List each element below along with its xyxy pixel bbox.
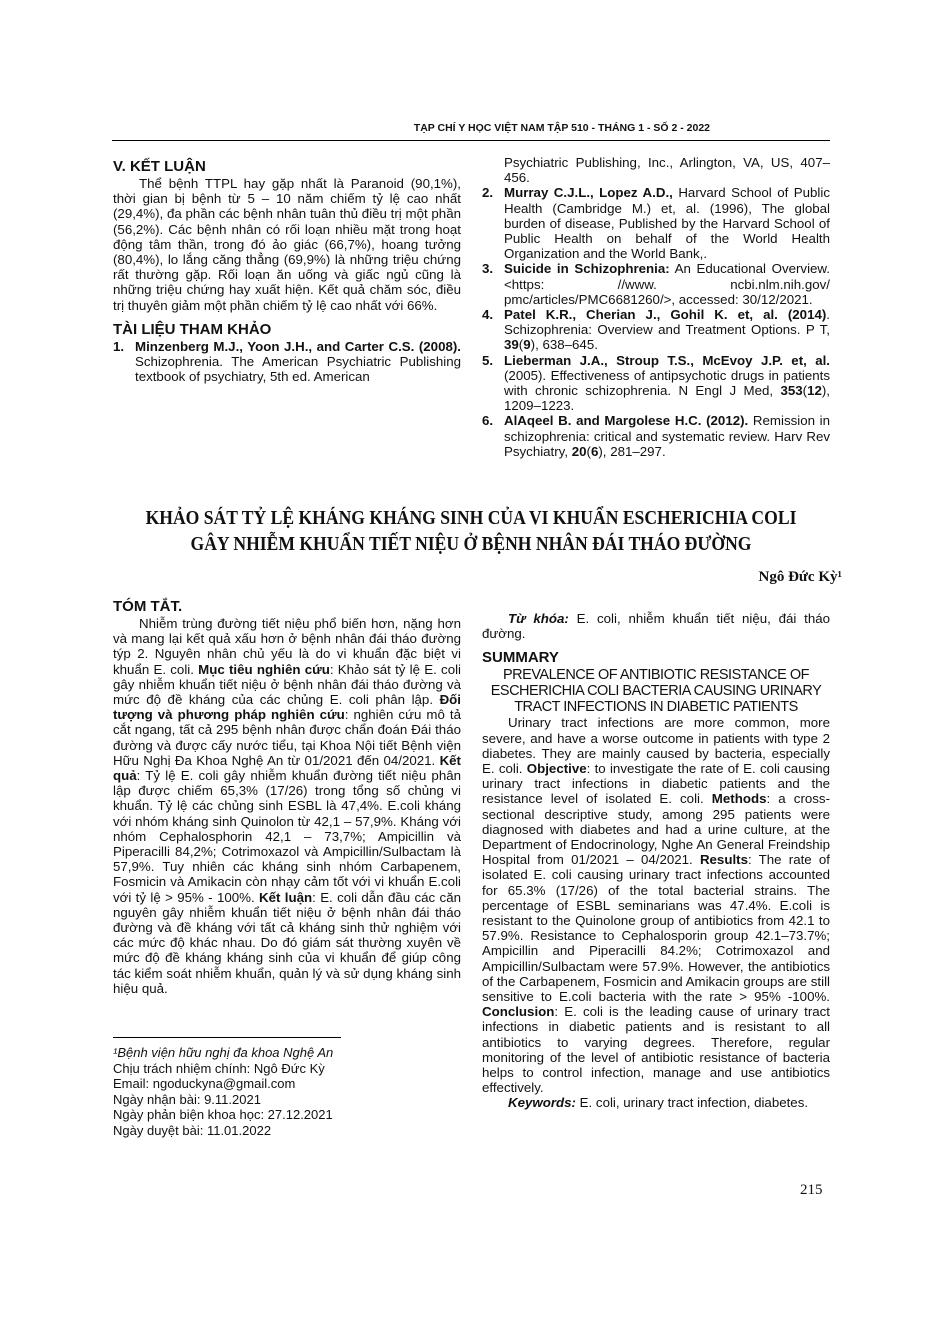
references-heading: TÀI LIỆU THAM KHẢO [113, 320, 272, 338]
bold-text: Đối tượng và phương pháp nghiên cứu [113, 692, 461, 723]
reference-item [482, 261, 830, 307]
reference-item [113, 339, 461, 385]
text-segment: ( [586, 443, 591, 459]
affiliation: ¹Bệnh viện hữu nghị đa khoa Nghệ An [113, 1045, 334, 1060]
text-segment: : nghiên cứu mô tả cắt ngang, tất cả 295 bệnh nhân được chẩn đoán Đái tháo đường và được cấy nước tiểu, tại Khoa Nội tiết Bệnh viện Hữu Nghị Đa Khoa Nghệ An từ 01/2021 đến 04/2021. [113, 707, 461, 768]
summary-heading: SUMMARY [482, 649, 559, 667]
bold-text: Minzenberg M.J., Yoon J.H., and Carter C.S. (2008). [135, 338, 461, 354]
text-segment: : E. coli dẫn đầu các căn nguyên gây nhiễm khuẩn tiết niệu ở bệnh nhân đái tháo đường và đề kháng với tất cả kháng sinh thử nghiệm với các mức độ khác nhau. Do đó giám sát thường xuyên về mức độ đề kháng kháng sinh của vi khuẩn để giúp công tác kiểm soát nhiễm khuẩn, quản lý và sử dụng kháng sinh hiệu quả. [113, 889, 461, 996]
text-segment: ( [518, 337, 524, 353]
reference-number: 5. [482, 352, 494, 368]
text-segment: Remission in schizophrenia: critical and systematic review. Harv Rev Psychiatry, [504, 413, 830, 459]
abstract-section [113, 598, 461, 996]
bold-text: Mục tiêu nghiên cứu [198, 661, 330, 677]
text-segment: Nhiễm trùng đường tiết niệu phổ biến hơn, nặng hơn và mang lại kết quả xấu hơn ở bệnh nhân đái tháo đường týp 2. Nguyên nhân chủ yếu là do vi khuẩn đặc biệt vi khuẩn E. coli. [113, 616, 461, 677]
article-title: KHẢO SÁT TỶ LỆ KHÁNG KHÁNG SINH CỦA VI KHUẨN ESCHERICHIA COLI GÂY NHIỄM KHUẨN TIẾT NIỆU Ở BỆNH NHÂN ĐÁI THÁO ĐƯỜNG [145, 507, 797, 555]
text-segment: (2005). Effectiveness of antipsychotic drugs in patients with chronic schizophrenia. N Engl J Med, [504, 367, 830, 399]
reference-item [482, 353, 830, 414]
bold-text: 353 [780, 383, 803, 399]
text-segment: ), 1209–1223. [504, 383, 830, 414]
reference-item [482, 413, 830, 459]
reference-number: 2. [482, 185, 494, 201]
reference-item [482, 155, 830, 185]
bold-text: 9 [523, 337, 531, 353]
bold-text: Kết luận [259, 889, 313, 905]
reference-number: 6. [482, 413, 494, 429]
text-segment: : Khảo sát tỷ lệ E. coli gây nhiễm khuẩn tiết niệu ở bệnh nhân đái tháo đường và mức độ đề kháng của các chủng E. coli phân lập. [113, 661, 461, 708]
english-title: PREVALENCE OF ANTIBIOTIC RESISTANCE OF ESCHERICHIA COLI BACTERIA CAUSING URINARY TRACT INFECTIONS IN DIABETIC PATIENTS [490, 667, 822, 716]
en-keywords-label: Keywords: [508, 1095, 576, 1111]
en-keywords-line [482, 1095, 830, 1110]
review-date: Ngày phản biện khoa học: 27.12.2021 [113, 1107, 333, 1122]
abstract-continued [482, 596, 830, 1111]
email: Email: ngoduckyna@gmail.com [113, 1076, 296, 1091]
text-segment: ), 281–297. [598, 443, 666, 459]
conclusion-heading: V. KẾT LUẬN [113, 158, 206, 175]
abstract-heading: TÓM TẮT. [113, 598, 183, 615]
bold-text: Patel K.R., Cherian J., Gohil K. et, al. (2014) [504, 307, 827, 323]
page-number: 215 [800, 1182, 823, 1198]
keywords-line [482, 611, 830, 641]
bold-text: 6 [590, 443, 599, 459]
text-segment: : The rate of isolated E. coli causing urinary tract infections accounted for 65.3% (17/26) of the total bacterial strains. The percentage of ESBL seminarians was 47.4%. E.coli is resistant to the Quinolone group of antibiotics from 42.1 to 57.9%. Resistance to Cephalosporin group 42.1–73.7%; Ampicillin and Piperacilli 84.2%; Cotrimoxazol and Ampicillin/Sulbactam were 57.9%. However, the antibiotics of the Carbapenem, Fosmicin and Amikacin groups are still sensitive to E.coli bacteria with the rate > 95% -100%. [482, 852, 831, 1005]
journal-header [112, 122, 830, 141]
reference-item [482, 307, 830, 353]
text-segment: An Educational Overview. <https: //www. ncbi.nlm.nih.gov/ pmc/articles/PMC6681260/>, accessed: 30/12/2021. [504, 261, 830, 307]
received-date: Ngày nhận bài: 9.11.2021 [113, 1091, 261, 1107]
bold-text: AlAqeel B. and Margolese H.C. (2012). [504, 413, 749, 429]
text-segment: : to investigate the rate of E. coli causing urinary tract infections in diabetic patients and the resistance level of isolated E. coli. [482, 761, 830, 807]
text-segment: : Tỷ lệ E. coli gây nhiễm khuẩn đường tiết niệu phân lập được chiếm 65,3% (17/26) trong tổng số chủng vi khuẩn. Tỷ lệ các chủng sinh ESBL là 47,4%. E.coli kháng với nhóm kháng sinh Quinolon từ 42,1 – 57,9%. Kháng với nhóm Cephalosphorin 42,1 – 73,7%; Ampicillin và Piperacilli 84,2%; Cotrimoxazol và Ampicillin/Sulbactam là 57,9%. Tuy nhiên các kháng sinh nhóm Carbapenem, Fosmicin và Amikacin còn nhạy cảm tốt với vi khuẩn E.coli với tỷ lệ > 95% - 100%. [113, 768, 461, 905]
conclusion-section [113, 158, 461, 384]
bold-text: Suicide in Schizophrenia: [504, 261, 670, 277]
reference-number: 3. [482, 261, 494, 277]
bold-text: 20 [571, 443, 587, 459]
summary-text [482, 715, 830, 1095]
bold-text: 39 [504, 337, 519, 353]
reference-number: 4. [482, 307, 494, 323]
text-segment: Urinary tract infections are more common, more severe, and have a worse outcome in patients with type 2 diabetes. They are mainly caused by bacteria, especially E. coli. [482, 715, 830, 777]
reference-number: 1. [113, 338, 125, 354]
text-segment: : E. coli is the leading cause of urinary tract infections in diabetic patients and is resistant to all antibiotics to varying degrees. Therefore, regular monitoring of the level of antibiotic resistance of bacteria helps to control infection, manage and use antibiotics effectively. [482, 1004, 830, 1096]
reference-item [482, 185, 830, 261]
article-author: Ngô Đức Kỳ¹ [758, 569, 842, 585]
bold-text: Objective [526, 761, 587, 777]
footnote-divider [113, 1037, 341, 1038]
text-segment: ), 638–645. [530, 337, 598, 353]
text-segment: Harvard School of Public Health (Cambridge M.) et, al. (1996), The global burden of disease, Published by the Harvard School of Public Health on behalf of the World Health Organization and the World Bank,. [504, 185, 830, 262]
bold-text: 12 [807, 383, 822, 399]
abstract-text [113, 616, 461, 996]
corresponding-author: Chịu trách nhiệm chính: Ngô Đức Kỳ [113, 1060, 325, 1076]
keywords: E. coli, nhiễm khuẩn tiết niệu, đái tháo đường. [482, 611, 831, 642]
bold-text: Results [699, 852, 748, 868]
conclusion-text: Thể bệnh TTPL hay gặp nhất là Paranoid (90,1%), thời gian bị bệnh từ 5 – 10 năm chiếm tỷ lệ cao nhất (29,4%), đa phần các bệnh nhân tuân thủ điều trị một phần (56,2%). Các bệnh nhân có rối loạn nhiều mặt trong hoạt động tâm thần, trong đó ảo giác (66,7%), hoang tưởng (80,4%), lo lắng căng thẳng (69,9%) là những triệu chứng rất thường gặp. Rối loạn ăn uống và giấc ngủ cũng là những triệu chứng hay xuất hiện. Kết quả chăm sóc, điều trị thuyên giảm một phần chiếm tỷ lệ cao nhất với 66%. [113, 176, 461, 313]
bold-text: Lieberman J.A., Stroup T.S., McEvoy J.P. et, al. [504, 352, 830, 368]
text-segment: Schizophrenia. The American Psychiatric Publishing textbook of psychiatry, 5th ed. American [135, 354, 461, 385]
footnote [113, 1045, 333, 1138]
bold-text: Conclusion [482, 1004, 555, 1020]
bold-text: Methods [711, 791, 767, 807]
text-segment: . Schizophrenia: Overview and Treatment Options. P T, [504, 307, 830, 338]
references-continued [482, 155, 830, 459]
text-segment: : a cross-sectional descriptive study, among 295 patients were diagnosed with diabetes and had a urine culture, at the Department of Endocrinology, Nghe An General Freindship Hospital from 01/2021 – 04/2021. [482, 791, 830, 868]
bold-text: Murray C.J.L., Lopez A.D., [504, 185, 673, 201]
text-segment: Psychiatric Publishing, Inc., Arlington, VA, US, 407–456. [504, 155, 830, 186]
keywords-label: Từ khóa: [508, 611, 569, 626]
text-segment: ( [802, 383, 808, 399]
journal-header-text: TẠP CHÍ Y HỌC VIỆT NAM TẬP 510 - THÁNG 1 - SỐ 2 - 2022 [413, 122, 710, 134]
en-keywords: E. coli, urinary tract infection, diabetes. [575, 1095, 809, 1111]
accepted-date: Ngày duyệt bài: 11.01.2022 [113, 1122, 272, 1138]
bold-text: Kết quả [113, 752, 461, 784]
